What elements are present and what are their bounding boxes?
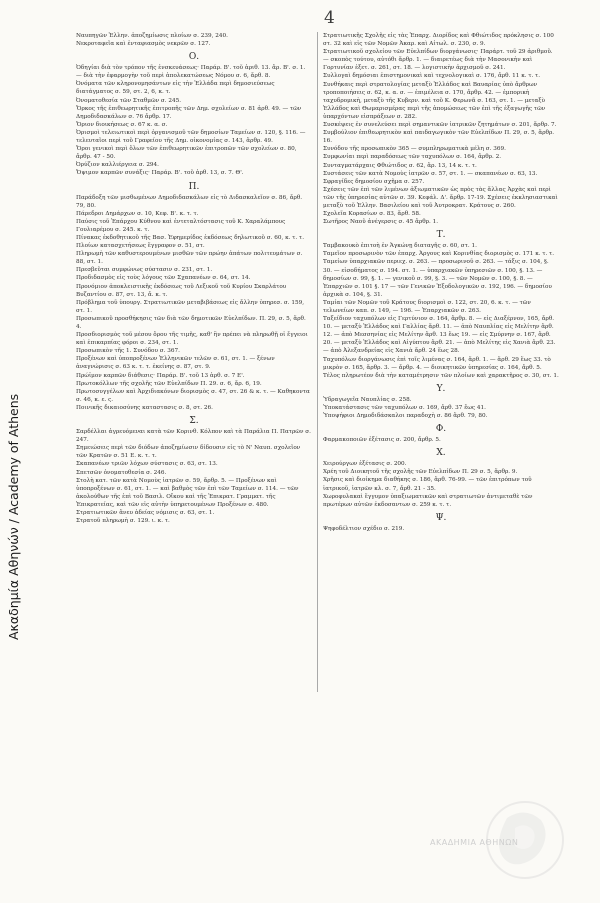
right-letter-heading: Φ. [435,424,447,435]
left-index-entry: Στολὴ κατ. τῶν κατὰ Νομοὺς ἰατρῶν σ. 59, ἄρθρ. 5. — Προξένων καὶ ὑποπροξένων σ. 61, στ. 1. — καὶ βαθμὸς τῶν ἐπὶ τῶν Ταμείων σ. 114. — τῶν ἀκολούθων τῆς ἐπὶ τοῦ Βασιλ. Οἴκου καὶ τῆς Ἐπικρατ. Γραμματ. τῆς Ἐπικρατείας, καὶ τῶν εἰς αὐτὴν ὑπηρετουμένων Προξένων σ. 480. [76,477,299,508]
right-index-entry: Συστάσεις τῶν κατὰ Νομοὺς ἰατρῶν σ. 57, στ. 1. — σκαπανέων σ. 63, 13. [323,170,538,177]
right-index-entry: Ταμβακουκὸ ἐπιτοὴ ἐν Ἀγκώνῃ διαταγῆς σ. 60, στ. 1. [323,243,477,250]
left-index-entry: Ναυπηγῶν Ἑλλην. ἀποζημίωσις πλοίων σ. 239, 240. [76,33,228,39]
right-index-entry: Χειρούργων ἐξέτασις σ. 200. [323,461,407,468]
right-index-entry: Τέλος πληρωτέον διὰ τὴν καταμέτρησιν τῶν πλοίων καὶ χαρακτῆρος σ. 30, στ. 1. [323,372,559,379]
left-index-entry: Ὅροι γενικοὶ περὶ ὅλων τῶν ἐπιθεωρητικῶν ἐπιτροπῶν τῶν σχολείων σ. 80, ἄρθρ. 47 - 50. [76,146,297,161]
left-index-entry: Στρατιωτικῶν ἄνευ ἀδείας νόμισις σ. 63, στ. 1. [76,509,215,516]
left-index-entry: Ὄψιμον καρπῶν συνάξις· Παράρ. Β'. τοῦ ἀρθ. 13, σ. 7. Θ'. [76,170,244,177]
left-index-entry: Παράδοξη τῶν μισθωμένων Δημοδιδασκάλων εἰς τὸ Διδασκαλεῖον σ. 86, ἄρθ. 79, 80. [76,194,303,209]
left-index-entry: Πληρωμὴ τῶν καθυστερουμένων μισθῶν τῶν πρώην ἀπάτων πολιτευμάτων σ. 88, στ. 1. [76,251,303,266]
right-index-entry: Ταμεῖον προσωρινὸν τῶν ἐπαρχ. Ἀργους καὶ Κορινθίας διορισμὸς σ. 171 κ. τ. τ. [323,251,555,258]
side-label-text: Ακαδημία Αθηνών / Academy of Athens [6,393,21,640]
left-index-entry: Ὀρύζιον καλλιέργεια σ. 294. [76,162,159,169]
left-index-entry: Προσωπικοῦ προσθήκησις τῶν διὰ τῶν δημοτικῶν Εὐελπίδων. Π. 29, σ. 5, ἄρθ. 4. [76,315,306,330]
right-index-entry: Ταμείων ὑπαρχιακῶν περιεχ. σ. 263. — προσωρινοῦ σ. 263. — τάξις σ. 104, §. 30. — εἰσοδήματος σ. 194. στ. 1. — ὑπαρχιακῶν ὑπηρεσιῶν σ. 100, §. 13. — δημοσίων σ. 99, §. 1. — γενικοῦ σ. 99, §. 3. — τῶν Νομῶν σ. 100, §. 8. — Ἐπαρχιῶν σ. 101 §. 17 — τῶν Γενικῶν Ἐξοδολογικῶν σ. 192, 196. — δημοσίου ἀρχικὰ σ. 104, §. 31. [323,259,552,298]
left-index-entry: Σπετσῶν ὀνοματοθεσία σ. 246. [76,469,167,476]
right-index-entry: Σχολεῖα Κορασίων σ. 83, ἄρθ. 58. [323,211,421,218]
right-index-entry: Χρέη τοῦ Διοικητοῦ τῆς σχολῆς τῶν Εὐελπίδων Π. 29 σ. 5, ἄρθρ. 9. [323,469,518,476]
left-index-entry: Πρώϊμον καρπῶν διάθεσις· Παράρ. Β'. τοῦ 13 ἀρθ. σ. 7 Ε'. [76,372,245,379]
left-index-entry: Προσωπικὸν τῆς 1. Συνόδου σ. 367. [76,348,180,355]
left-index-entry: Ὅρκος τῆς ἐπιθεωρητικῆς ἐπιτροπῆς τῶν Δημ. σχολείων σ. 81 ἀρθ. 49. — τῶν Δημοδιδασκάλων σ. 76 ἄρθρ. 17. [76,105,302,120]
left-index-entry: Σαρδέλλαι ἀγρευόμεναι κατὰ τῶν Κορινθ. Κόλπον καὶ τὰ Παράλια Π. Πατρῶν σ. 247. [76,429,311,444]
side-label [6,120,30,640]
left-column [76,32,312,525]
right-letter-heading: Χ. [436,448,446,459]
left-index-entry: Πάρεδροι Δημάρχων σ. 10, Κεφ. Β'. κ. τ. τ. [76,210,199,217]
column-divider [317,32,318,692]
left-letter-heading: Ο. [188,52,200,63]
right-index-entry: Στρατιωτικῆς Σχολῆς εἰς τὰς Ἐπαρχ. Διορίδος καὶ Φθιώτιδος πρόκλησις σ. 100 στ. 32 καὶ εἰς τῶν Νομῶν Ἀκαρ. καὶ Αἰτωλ. σ. 230, σ. 9. [323,33,554,48]
left-index-entry: Ὁδηγίαι διὰ τὸν τρόπον τῆς ἐνσκευάσεως· Παράρ. Β'. τοῦ ἀριθ. 13. ἄρ. Β'. σ. 1. — διὰ τὴν ἐφαρμογὴν τοῦ περὶ ἀπολεκατώσεως Νόμου σ. 6, ἄρθ. 8. [76,65,306,80]
right-index-entry: Ψηφοδέλτιον σχέδιο σ. 219. [323,525,405,532]
left-index-entry: Πλοίων κατασχετήσεως ἔγγραφον σ. 51, στ. [76,243,205,250]
right-letter-heading: Ψ. [435,512,447,523]
watermark: ΑΚΑΔΗΜΙΑ ΑΘΗΝΩΝ [430,838,519,847]
right-letter-heading: Υ. [436,383,446,394]
right-index-entry: Ταχυπόλων διοργάνωσις ἐπὶ τοῖς λιμένας σ. 164, ἄρθ. 1. — ἄρθ. 29 ἕως 33. τὸ μικρὸν σ. 165, ἄρθρ. 3. — ἄρθρ. 4. — διοικητικῶν ὑπηρεσίας σ. 164, ἄρθ. 5. [323,356,551,371]
right-index-entry: Συσκέψεις ἐν συνελεύσει περὶ σημαντικῶν ἰατρικῶν ζητημάτων σ. 201, ἄρθρ. 7. [323,122,557,129]
right-index-entry: Ὑδραγωγεῖα Ναυπλίας σ. 258. [323,396,412,403]
right-index-entry: Ὑποκατάστασις τῶν ταχυπόλων σ. 169, ἄρθ. 37 ἕως 41. [323,404,486,411]
right-index-entry: Χωροφυλακαὶ ἔγγυμον ὑπαξιωματικῶν καὶ στρατιωτῶν ἀντιμεταθὲ τῶν πρωτέρων αὐτῶν ἐκδοσαντων σ. 259 κ. τ. τ. [323,493,533,508]
left-index-entry: Προσδιορισμὸς τοῦ μέσου ὅρου τῆς τιμῆς, καθ' ἣν πρέπει νὰ πληρωθῇ οἱ ἔγγειοι καὶ ἐπικαρπίας φόροι σ. 234, στ. 1. [76,332,308,347]
right-index-entry: Συνθήκαις περὶ στρατολογίας μεταξὺ Ἑλλάδος καὶ Βαυαρίας ὑπὸ ἄρθρων τροποποιήσεις σ. 62, κ. α. σ. — ἐπιμέλεια σ. 170, ἄρθρ. 42. — ἐμπορικὴ ταχυδρομικὴ, μεταξὺ τῆς Κυβερν. καὶ τοῦ Κ. Φερωνᾶ σ. 163, στ. 1. — μεταξὺ Ἑλλάδος καὶ Θωμαρισμέρας περὶ τῆς ἀπομώσεως τῶν ἐπὶ τῆς ἐξαγωγῆς τῶν ὑπαρχόντων εἰσπράξεων σ. 282. [323,81,546,120]
left-index-entry: Ὁρισμοὶ τελειωτικοὶ περὶ ὀργανισμοῦ τῶν δημοσίων Ταμείων σ. 120, §. 116. — τελευταῖοι περὶ τοῦ Γραφείου τῆς Δημ. οἰκονομίας σ. 143, ἄρθρ. 49. [76,129,306,145]
right-index-entry: Ταξείδιον ταχυπόλων εἰς Γερτύνιον σ. 164, ἄρθρ. 8. — εἰς Διαξέρνον, 165, ἄρθ. 10. — μεταξὺ Ἑλλάδος καὶ Γαλλίας ἄρθ. 11. — ἀπὸ Ναυπλίας εἰς Μελίτην ἄρθ. 12. — ἀπὸ Μεσσηνίας εἰς Μελίτην ἄρθ. 13 ἕως 19. — εἰς Σμύρνην σ. 167, ἄρθ. 20. — μεταξὺ Ἑλλάδος καὶ Αἰγύπτου ἄρθ. 21. — ἀπὸ Μελίτης εἰς Χανιὰ ἄρθ. 23. — ἀπὸ Ἀλεξανδρείας εἰς Χανιὰ ἄρθ. 24 ἕως 28. [323,316,556,355]
right-index-entry: Συμβούλιον ἐπιθεωρητικὸν καὶ παιδαγωγικὸν τῶν Εὐελπίδων Π. 29, σ. 5, ἄρθρ. 16. [323,130,555,145]
right-index-entry: Στρατιωτικοῦ σχολείου τῶν Εὐελπίδων διοργάνωσις· Παράρτ. τοῦ 29 ἀριθμοῦ. — σκοπὸς τούτου, αὐτόθι ἄρθρ. 1. — διαιρετέως διὰ τὴν Μασονικὴν καὶ Γορτυνίαν ἐξετ. σ. 261, στ. 18. — λογιστικὴν ἀρχισμοῦ σ. 241. [323,49,553,72]
right-index-entry: Ταμίαι τῶν Νομῶν τοῦ Κράτους διορισμοὶ σ. 122, στ. 20, 6. κ. τ. — τῶν τελωνείων καπ. σ. 149, — 196. — Ἐπαρχιακῶν σ. 263. [323,299,531,314]
left-index-entry: Πρεσβεῦται συμφώνως σύστασιν σ. 231, στ. 1. [76,267,213,274]
left-index-entry: Νεκροταφεῖα καὶ ἐνταφιασμὸς νεκρῶν σ. 127. [76,41,211,48]
left-index-entry: Σκαπανέων τριῶν λόχων σύστασις σ. 63, στ. 13. [76,461,218,468]
right-index-entry: Σωτῆρος Ναοῦ ἀνέγερσις σ. 45 ἄρθρ. 1. [323,219,439,226]
right-index-entry: Σχέσεις τῶν ἐπὶ τῶν λιμένων ἀξιωματικῶν ὡς πρὸς τὰς ἄλλας Ἀρχὰς καὶ περὶ τῶν τῆς ὑπηρεσίας αὐτῶν σ. 39. Κεφάλ. Δ'. ἄρθρ. 17-19. Σχέσεις ἐκκλησιαστικαὶ μεταξὺ τοῦ Ἑλλην. Βασιλείου καὶ τοῦ Ἀυτροκρατ. Κράτους σ. 260. [323,186,558,209]
left-index-entry: Σημειώσεις περὶ τῶν διόδων ἀποζημίωσιν δίδουσιν εἰς τὸ Ν' Ναυπ. σχολεῖον τῶν Κρατῶν σ. 51 Ε. κ. τ. τ. [76,445,301,460]
left-index-entry: Ποινικῆς δικαιοσύνης καταστασις σ. 8, στ. 26. [76,404,213,411]
left-index-entry: Προδιδασμὸς εἰς τοὺς λόγους τῶν Σχαπανέων σ. 64, στ. 14. [76,275,251,282]
left-index-entry: Ὅριον διοικήσεως σ. 67 κ. α. σ. [76,121,168,128]
left-index-entry: Ὀνοματοθεσία τῶν Σταθμῶν σ. 245. [76,97,182,104]
left-index-entry: Πρόβλημα τοῦ ὑπουργ. Στρατιωτικῶν μεταβιβάσεως εἰς ἄλλην ὑπηρεσ. σ. 159, στ. 1. [76,299,305,314]
page-number: 4 [324,8,335,28]
left-letter-heading: Π. [188,181,200,192]
right-index-entry: Φαρμακοποιῶν ἐξέτασις σ. 200, ἄρθρ. 5. [323,437,441,444]
left-index-entry: Πρωτοκόλλων τῆς σχολῆς τῶν Εὐελπίδων Π. 29. σ. 6, ἄρ. 6, 19. [76,380,262,387]
right-index-entry: Συμφωνίαι περὶ παραδόσεως τῶν ταχυπόλων σ. 164, ἄρθρ. 2. [323,154,502,161]
right-index-entry: Ὑποψήφιοι Δημοδιδάσκαλοι παραδοχὴ σ. 86 ἄρθ. 79, 80. [323,413,488,420]
left-letter-heading: Σ. [189,416,199,427]
right-letter-heading: Τ. [436,230,446,241]
right-index-entry: Χρῆσις καὶ διοίκημα διαθήκης σ. 186, ἄρθ. 76-99. — τῶν ἐπιτρόπων τοῦ ἰατρικοῦ, ἰατρῶν κλ. σ. 7, ἄρθ. 21 - 35. [323,477,532,492]
right-column [323,32,559,533]
left-index-entry: Παύσις τοῦ Ἐπάρχου Κύθνου καὶ ἐντεταλτόστασις τοῦ Κ. Χαραλάμπους Γουλιαρέμου σ. 245. κ. τ. [76,218,286,233]
left-index-entry: Ὀνόματα τῶν κληρονομησάντων εἰς τὴν Ἑλλάδα περὶ δημοσιεύσεως διατάγματος σ. 59, στ. 2, 6, κ. τ. [76,81,275,96]
left-index-entry: Στρατοῦ πληρωμὴ σ. 129. ι. κ. τ. [76,518,170,525]
left-index-entry: Πρωτοσυγγέλων καὶ Ἀρχιδιακόνων διορισμὸς σ. 47, στ. 26 & κ. τ. — Καθηκοντα σ. 46, κ. ε. ς. [76,388,310,403]
left-index-entry: Πίνακας ἐκδοθητικοῦ τῆς Βασ. Ἐφημερίδος ἐκδόσεως δηλωτικοῦ σ. 60, κ. τ. τ. [76,234,304,241]
right-index-entry: Συνταγματάρχαις Φθιώτιδος σ. 62, ἄρ. 13, 14 κ. τ. τ. [323,162,477,169]
left-index-entry: Προνόμιον ἀποκλειστικῆς ἐκδόσεως τοῦ Λεξικοῦ τοῦ Κυρίου Σκαρλάτου Βυζαντίου σ. 87, στ. 13, ἄ. κ. τ. [76,283,287,298]
right-index-entry: Σφραγίδες δημοσίου σχῆμα σ. 257. [323,178,425,185]
left-index-entry: Προξένων καὶ ὑποπροξένων Ἑλληνικῶν τελῶν σ. 61, στ. 1. — ξένων ἀναγνώρισις σ. 63 κ. τ. τ. ἐκείνης σ. 87, στ. 9. [76,356,275,371]
right-index-entry: Συνόδου τῆς προσωπικὸν 365 — συμπληρωματικὰ μέλη σ. 369. [323,146,506,153]
right-index-entry: Συλλογαὶ δημόσιαι ἐπιστημονικαὶ καὶ τεχνολογικαὶ σ. 176, ἄρθ. 11 κ. τ. τ. [323,73,541,80]
